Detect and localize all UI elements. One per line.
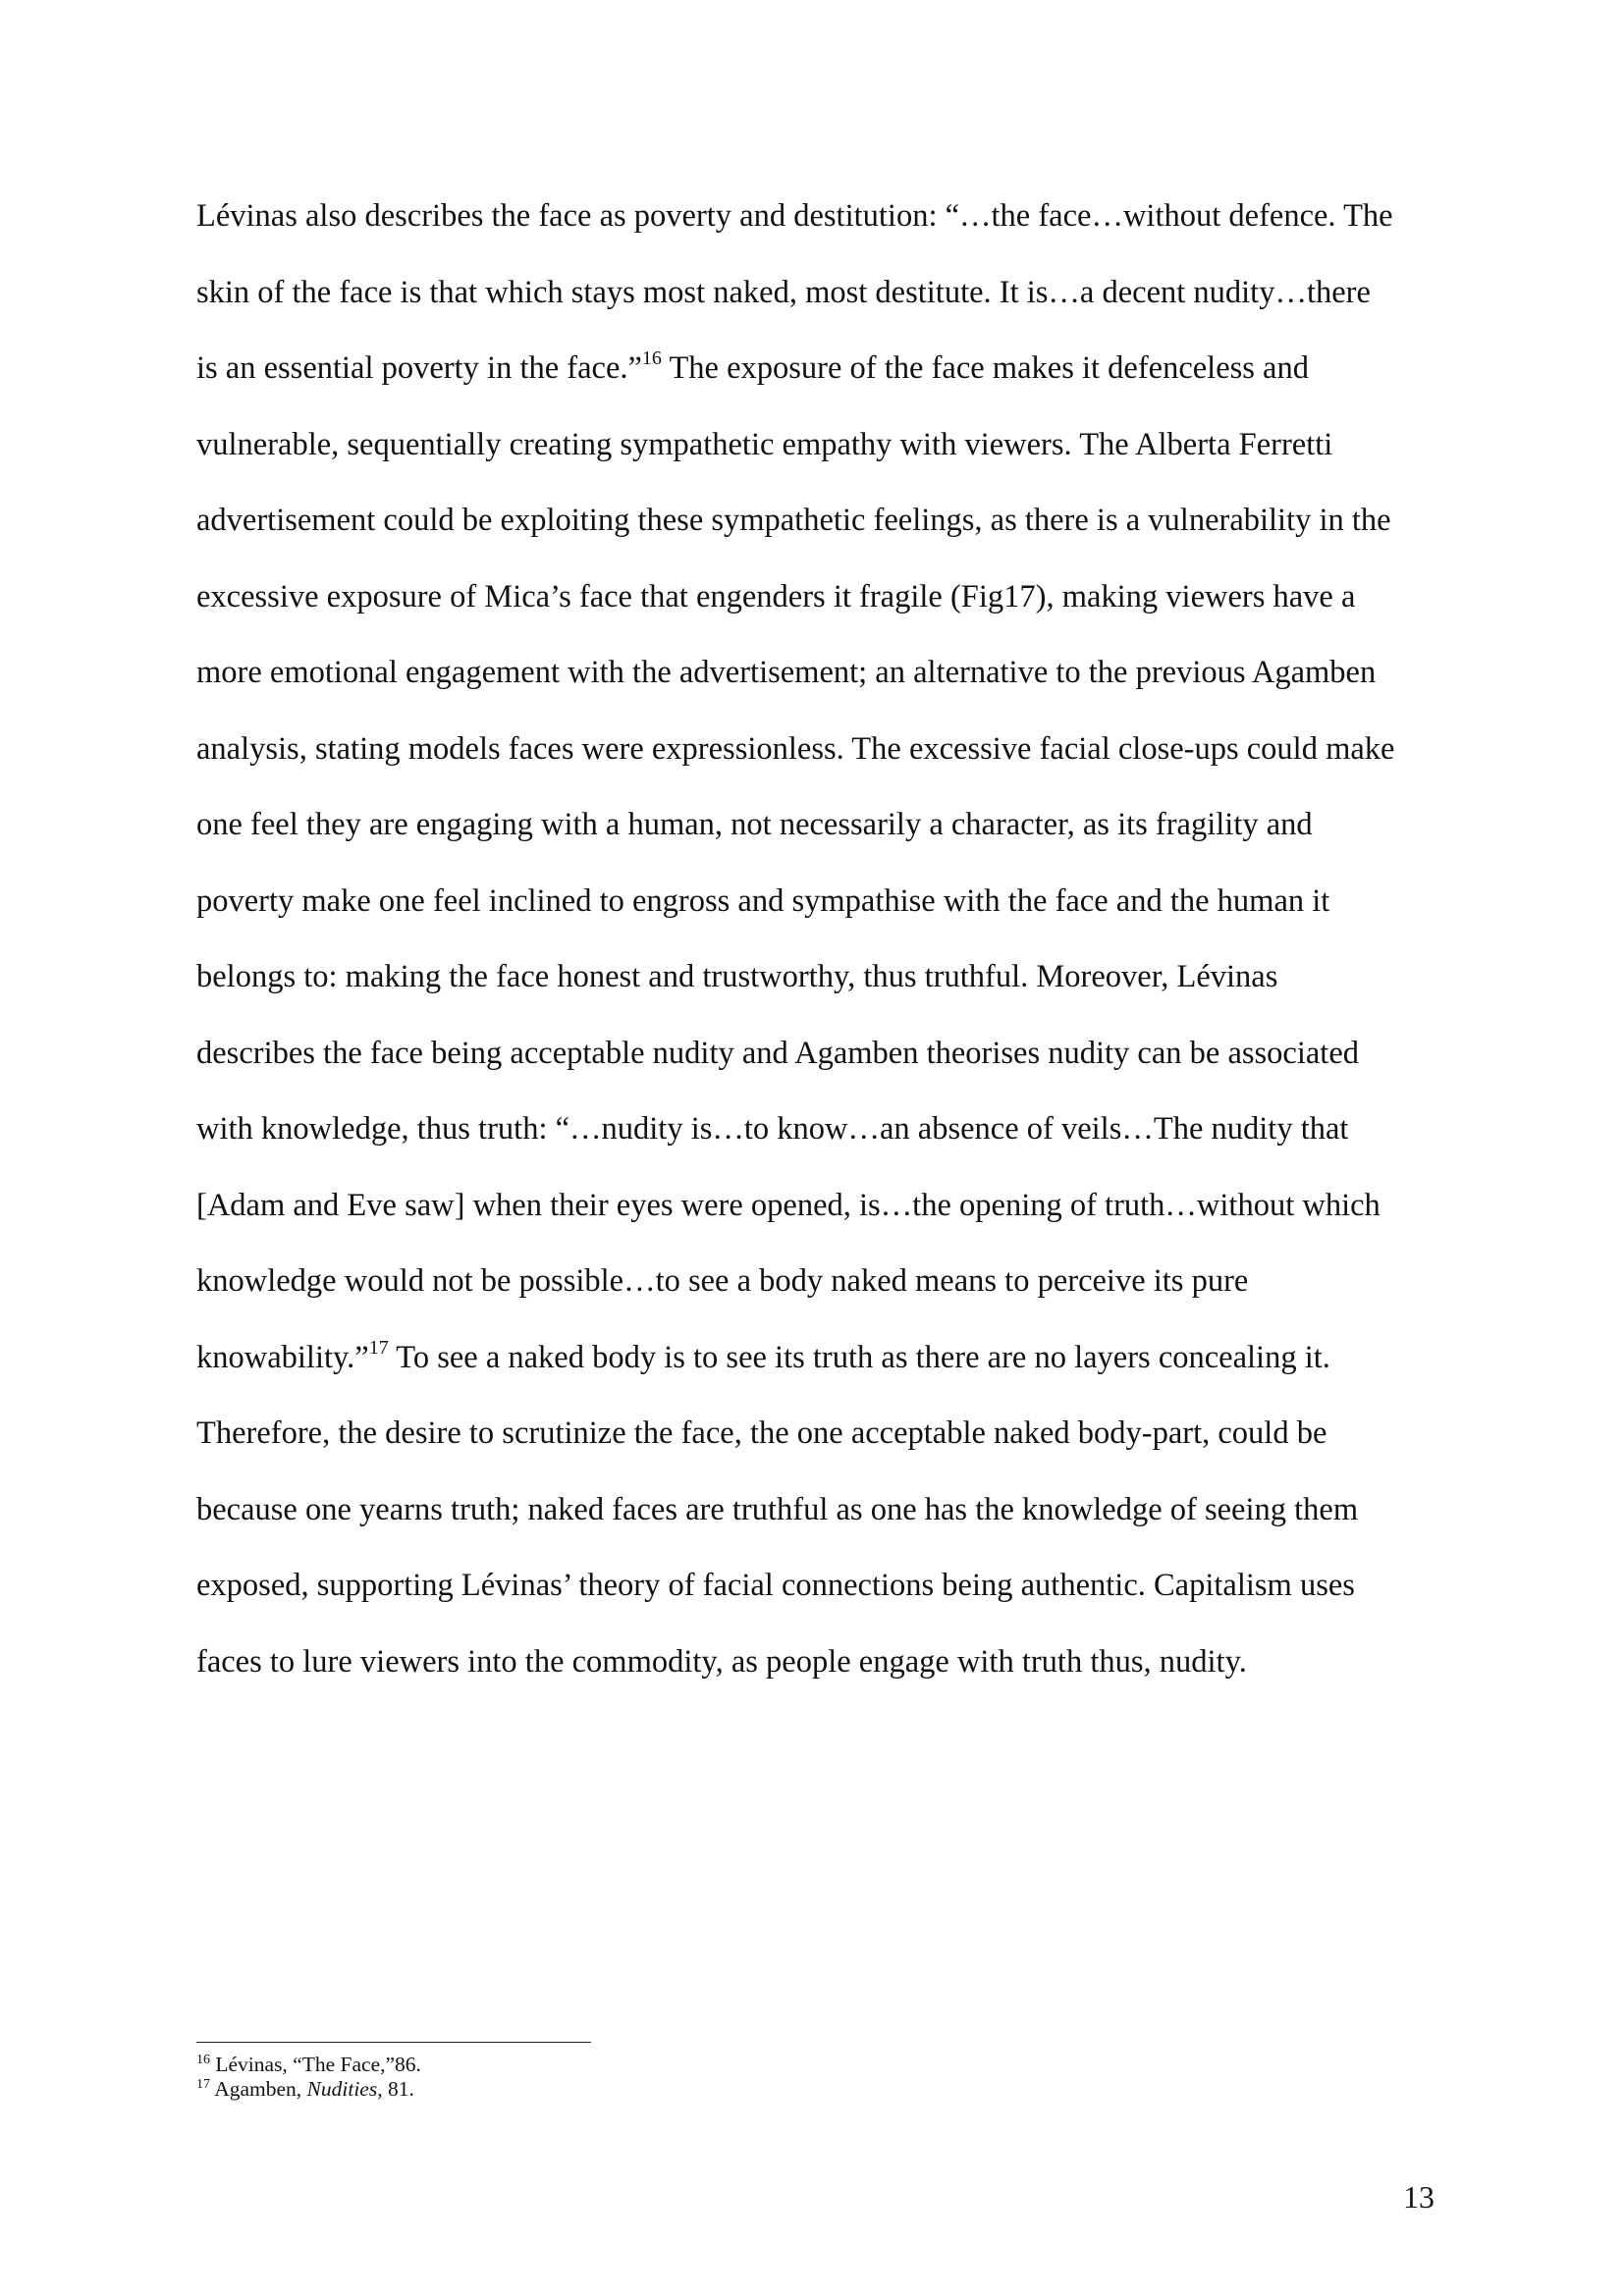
text-segment: knowability.” (196, 1339, 369, 1375)
text-line: faces to lure viewers into the commodity, as people engage with truth thus, nudity. (196, 1643, 1247, 1680)
footnotes (196, 2053, 421, 2102)
text-line: poverty make one feel inclined to engross and sympathise with the face and the human it (196, 882, 1330, 919)
footnote-text: Agamben, (210, 2077, 307, 2101)
text-line: describes the face being acceptable nudity and Agamben theorises nudity can be associated (196, 1035, 1359, 1071)
text-line: vulnerable, sequentially creating sympathetic empathy with viewers. The Alberta Ferretti (196, 426, 1333, 462)
text-line: because one yearns truth; naked faces are truthful as one has the knowledge of seeing them (196, 1491, 1359, 1527)
text-line: excessive exposure of Mica’s face that engenders it fragile (Fig17), making viewers have a (196, 578, 1356, 614)
text-line: [Adam and Eve saw] when their eyes were opened, is…the opening of truth…without which (196, 1187, 1380, 1223)
text-line: analysis, stating models faces were expressionless. The excessive facial close-ups could make (196, 730, 1395, 767)
footnote-text-tail: 81. (382, 2077, 414, 2101)
text-line: belongs to: making the face honest and trustworthy, thus truthful. Moreover, Lévinas (196, 959, 1278, 994)
footnote-17 (196, 2077, 421, 2102)
text-line: exposed, supporting Lévinas’ theory of facial connections being authentic. Capitalism uses (196, 1568, 1355, 1603)
page-number: 13 (1403, 2179, 1435, 2215)
body-paragraph (196, 187, 1448, 1708)
text-line: with knowledge, thus truth: “…nudity is…to know…an absence of veils…The nudity that (196, 1111, 1349, 1147)
footnote-reference-17[interactable]: 17 (368, 1336, 389, 1359)
footnote-number: 17 (196, 2077, 210, 2092)
text-line: more emotional engagement with the advertisement; an alternative to the previous Agamben (196, 655, 1377, 690)
footnote-title-italic: Nudities, (306, 2077, 383, 2101)
text-line: Therefore, the desire to scrutinize the face, the one acceptable naked body-part, could be (196, 1415, 1327, 1451)
text-segment: is an essential poverty in the face.” (196, 350, 642, 386)
footnote-number: 16 (196, 2053, 210, 2067)
text-line: advertisement could be exploiting these sympathetic feelings, as there is a vulnerability in the (196, 503, 1391, 538)
footnote-separator (196, 2042, 591, 2043)
text-line (196, 339, 1448, 415)
text-line: one feel they are engaging with a human, not necessarily a character, as its fragility and (196, 807, 1313, 842)
text-line (196, 1328, 1448, 1405)
text-line: Lévinas also describes the face as poverty and destitution: “…the face…without defence. The (196, 198, 1393, 234)
footnote-text: Lévinas, “The Face,”86. (210, 2053, 421, 2076)
footnote-16 (196, 2053, 421, 2077)
text-line: skin of the face is that which stays most naked, most destitute. It is…a decent nudity…there (196, 274, 1371, 310)
text-segment: To see a naked body is to see its truth as there are no layers concealing it. (388, 1339, 1330, 1375)
text-segment: The exposure of the face makes it defenceless and (661, 350, 1309, 386)
text-line: knowledge would not be possible…to see a body naked means to perceive its pure (196, 1263, 1249, 1299)
footnote-reference-16[interactable]: 16 (641, 347, 662, 369)
